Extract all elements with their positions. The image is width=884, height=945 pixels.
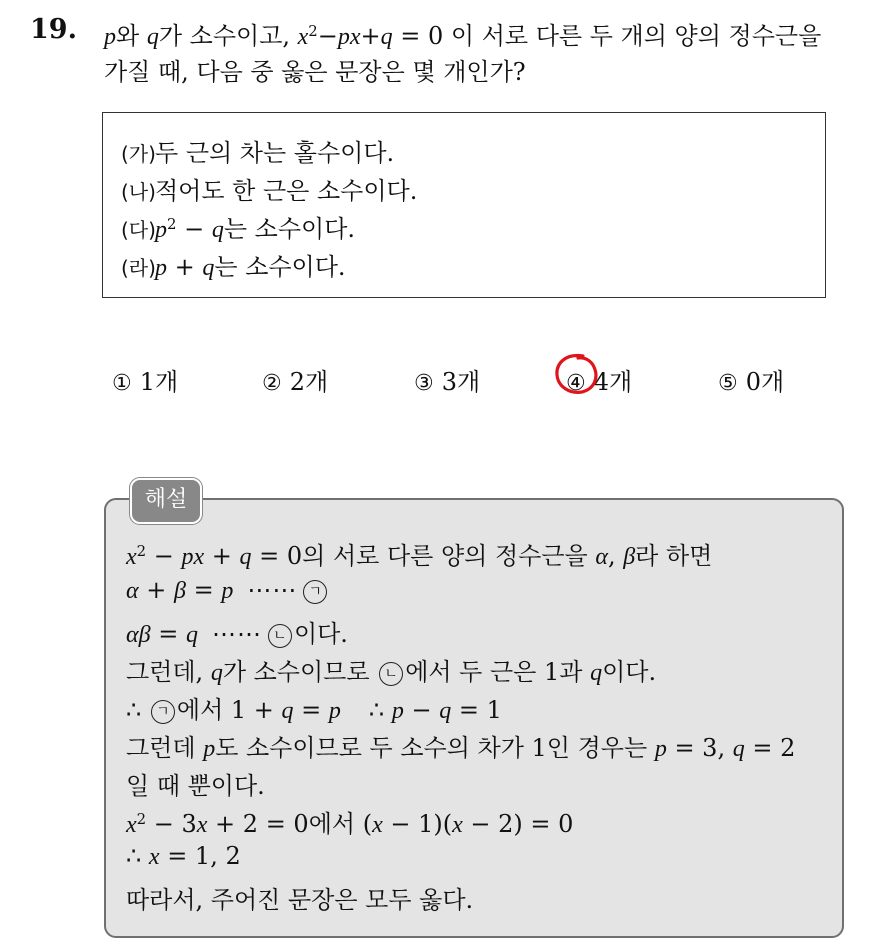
choice-4[interactable]: ④ 4개: [566, 368, 633, 396]
choice-2[interactable]: ② 2개: [262, 368, 329, 396]
statement-ga: (가)두 근의 차는 홀수이다.: [121, 139, 395, 167]
exp-line-3: αβ = q ⋯⋯ ㄴ 이다.: [126, 620, 348, 648]
statement-box: [102, 112, 826, 298]
choice-3[interactable]: ③ 3개: [414, 368, 481, 396]
exp-line-9: ∴ x = 1, 2: [126, 842, 241, 870]
circle-giyeok: ㄱ: [303, 580, 327, 604]
statement-da: (다)$p^2 - q$는 소수이다.: [121, 214, 356, 243]
exp-line-10: 따라서, 주어진 문장은 모두 옳다.: [126, 886, 474, 914]
statement-ra: (라)p + q는 소수이다.: [121, 253, 346, 281]
choice-5[interactable]: ⑤ 0개: [718, 368, 785, 396]
circle-nieun: ㄴ: [268, 624, 292, 648]
exp-line-6: 그런데 p도 소수이므로 두 소수의 차가 1인 경우는 p = 3, q = 2: [126, 734, 796, 762]
question-number: 19.: [30, 14, 77, 45]
answer-choices: [0, 362, 884, 402]
exp-line-7: 일 때 뿐이다.: [126, 772, 265, 800]
exp-line-4: 그런데, q가 소수이므로 ㄴ 에서 두 근은 1과 q이다.: [126, 658, 657, 686]
question-line-2: 가질 때, 다음 중 옳은 문장은 몇 개인가?: [104, 58, 526, 86]
exp-line-1: $x^2$ − px + q = 0의 서로 다른 양의 정수근을 α, β라 하면: [126, 541, 713, 570]
exp-line-8: $x^2 - 3x + 2 = 0$에서 (x − 1)(x − 2) = 0: [126, 809, 574, 838]
explanation-tab: 해설: [130, 478, 202, 524]
choice-1[interactable]: ① 1개: [112, 368, 179, 396]
exp-line-5: ∴ ㄱ 에서 1 + q = p ∴ p − q = 1: [126, 696, 502, 724]
statement-na: (나)적어도 한 근은 소수이다.: [121, 177, 418, 205]
exp-line-2: α + β = p ⋯⋯ ㄱ: [126, 576, 329, 605]
question-line-1: p와 q가 소수이고, $x^2-px+q = 0$ 이 서로 다른 두 개의 양의 정수근을: [104, 21, 822, 50]
